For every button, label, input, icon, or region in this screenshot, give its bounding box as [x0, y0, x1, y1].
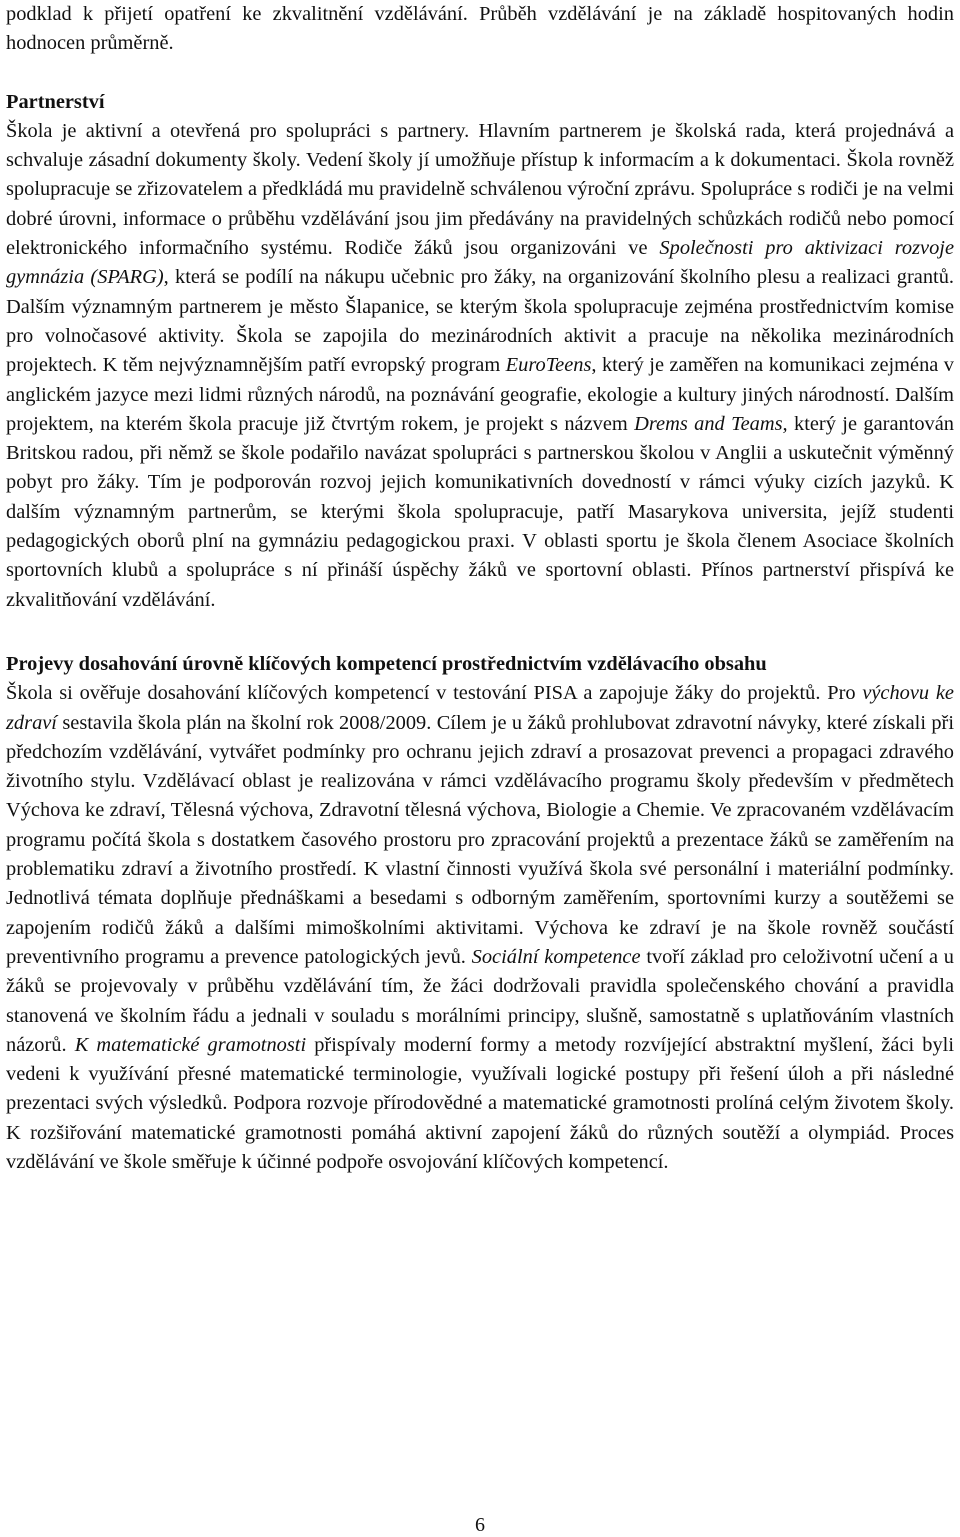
partnership-text-2: , která se podílí na nákupu učebnic pro žáky, na organizování školního plesu a realizaci grantů. Dalším významným partnerem je město Šlapanice, se kterým škola spolupracuje zejména prostřednictvím komise pro volnočasové aktivity. Škola se zapojila do mezinárodních aktivit a pracuje na několika mezinárodních projektech. K těm nejvýznamnějším patří evropský program [6, 266, 954, 377]
competences-italic-social: Sociální kompetence [471, 945, 641, 968]
competences-text-3: tvoří základ pro celoživotní učení a u žáků se projevovaly v průběhu vzdělávání tím, že žáci dodržovali pravidla společenského chování a pravidla stanovená ve školním řádu a jednali v souladu s morálními principy, slušně, samostatně s uplatňováním vlastních názorů. [6, 945, 954, 1056]
intro-paragraph: podklad k přijetí opatření ke zkvalitnění vzdělávání. Průběh vzdělávání je na základě hospitovaných hodin hodnocen průměrně. [6, 3, 954, 55]
partnership-text-1: Škola je aktivní a otevřená pro spolupráci s partnery. Hlavním partnerem je školská rada, která projednává a schvaluje zásadní dokumenty školy. Vedení školy jí umožňuje přístup k informacím a k dokumentaci. Škola rovněž spolupracuje se zřizovatelem a předkládá mu pravidelně schválenou výroční zprávu. Spolupráce s rodiči je na velmi dobré úrovni, informace o průběhu vzdělávání jsou jim předávány na pravidelných schůzkách rodičů nebo pomocí elektronického informačního systému. Rodiče žáků jsou organizováni ve [6, 119, 954, 260]
section-heading-partnership: Partnerství [6, 90, 105, 113]
competences-italic-math: K matematické gramotnosti [74, 1033, 307, 1056]
section-heading-competences: Projevy dosahování úrovně klíčových kompetencí prostřednictvím vzdělávacího obsahu [6, 652, 767, 675]
document-page [6, 0, 954, 1177]
spacer [6, 59, 954, 88]
competences-text-1: Škola si ověřuje dosahování klíčových kompetencí v testování PISA a zapojuje žáky do projektů. Pro [6, 682, 863, 705]
competences-text-4: přispívaly moderní formy a metody rozvíjející abstraktní myšlení, žáci byli vedeni k využívání přesné matematické terminologie, využívali logické postupy při řešení úloh a při následné prezentaci svých výsledků. Podpora rozvoje přírodovědné a matematické gramotnosti prolíná celým životem školy. K rozšiřování matematické gramotnosti pomáhá aktivní zapojení žáků do různých soutěží a olympiád. Proces vzdělávání ve škole směřuje k účinné podpoře osvojování klíčových kompetencí. [6, 1033, 954, 1173]
competences-italic-health: výchovu ke zdraví [6, 682, 954, 734]
competences-paragraph [6, 679, 954, 1177]
partnership-paragraph [6, 117, 954, 615]
partnership-text-3: , který je zaměřen na komunikaci zejména v anglickém jazyce mezi lidmi různých národů, na poznávání geografie, ekologie a kultury jiných národností. Dalším projektem, na kterém škola pracuje již čtvrtým rokem, je projekt s názvem [6, 354, 954, 435]
partnership-italic-sparg: Společnosti pro aktivizaci rozvoje gymnázia (SPARG) [6, 237, 954, 289]
partnership-italic-drems: Drems and Teams, [634, 412, 788, 435]
page-number: 6 [475, 1514, 485, 1536]
competences-text-2: sestavila škola plán na školní rok 2008/2009. Cílem je u žáků prohlubovat zdravotní návyky, které získali při předchozím vzdělávání, vytvářet podmínky pro ochranu jejich zdraví a prosazovat prevenci a propagaci zdravého životního stylu. Vzdělávací oblast je realizována v rámci vzdělávacího programu školy především v předmětech Výchova ke zdraví, Tělesná výchova, Zdravotní tělesná výchova, Biologie a Chemie. Ve zpracovaném vzdělávacím programu počítá škola s dostatkem časového prostoru pro zpracování projektů a prezentace žáků se zaměřením na problematiku zdraví a životního prostředí. K vlastní činnosti využívá škola své personální i materiální podmínky. Jednotlivá témata doplňuje přednáškami a besedami s odborným zaměřením, sportovními kurzy a soutěžemi se zapojením rodičů žáků a dalšími mimoškolními aktivitami. Výchova ke zdraví je na škole rovněž součástí preventivního programu a prevence patologických jevů. [6, 711, 954, 968]
partnership-italic-euroteens: EuroTeens [505, 354, 592, 377]
partnership-text-4: který je garantován Britskou radou, při němž se škole podařilo navázat spolupráci s partnerskou školou v Anglii a uskutečnit výměnný pobyt pro žáky. Tím je podporován rozvoj jejich komunikativních dovedností v rámci výuky cizích jazyků. K dalším významným partnerům, se kterými škola spolupracuje, patří Masarykova universita, jejíž studenti pedagogických oborů plní na gymnáziu pedagogickou praxi. V oblasti sportu je škola členem Asociace školních sportovních klubů a spolupráce s ní přináší úspěchy žáků ve sportovní oblasti. Přínos partnerství přispívá ke zkvalitňování vzdělávání. [6, 412, 954, 611]
spacer [6, 615, 954, 650]
